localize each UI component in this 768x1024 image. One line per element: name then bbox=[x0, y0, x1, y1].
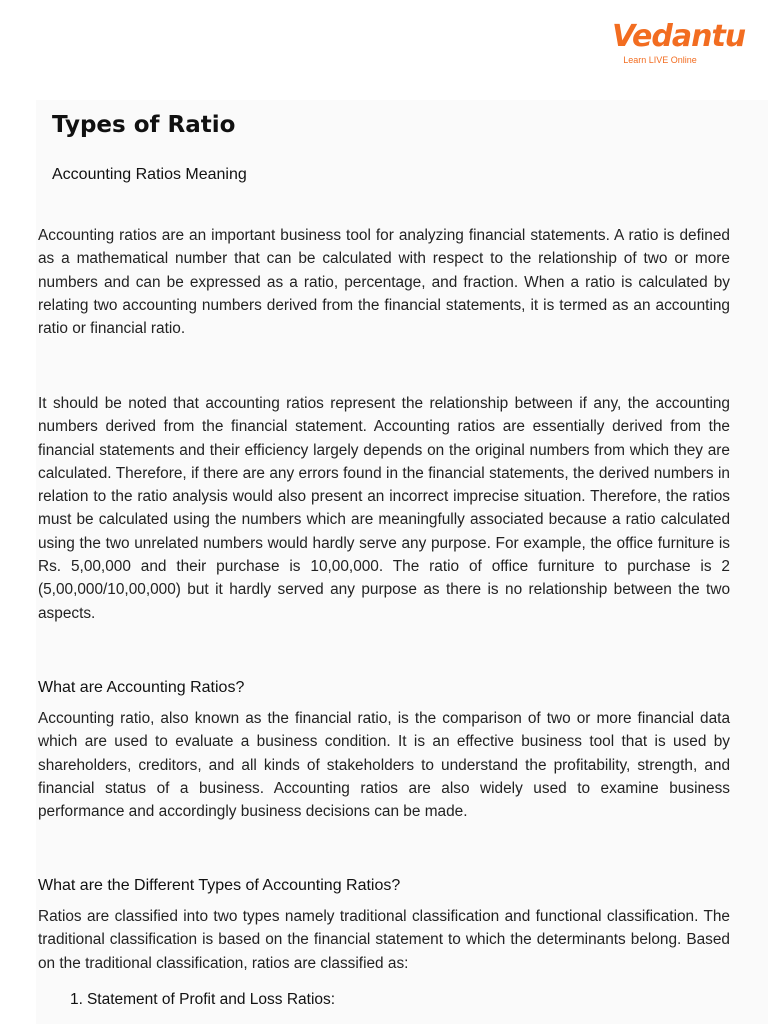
section-subtitle: Accounting Ratios Meaning bbox=[52, 166, 247, 183]
list-item bbox=[70, 991, 335, 1009]
vedantu-logo bbox=[612, 19, 746, 65]
heading-types-of-ratios: What are the Different Types of Accounting Ratios? bbox=[38, 877, 401, 894]
paragraph-intro: Accounting ratios are an important business tool for analyzing financial statements. A ratio is defined as a mathematical number that can be calculated with respect to the relationship of two or more numbers and can be expressed as a ratio, percentage, and fraction. When a ratio is calculated by relating two accounting numbers derived from the financial statements, it is termed as an accounting ratio or financial ratio. bbox=[38, 227, 730, 338]
paragraph-classification: Ratios are classified into two types namely traditional classification and functional classification. The traditional classification is based on the financial statement to which the determinants belong. Based on the traditional classification, ratios are classified as: bbox=[38, 908, 730, 972]
paragraph-note: It should be noted that accounting ratios represent the relationship between if any, the accounting numbers derived from the financial statement. Accounting ratios are essentially derived from the financial statements and their efficiency largely depends on the original numbers from which they are calculated. Therefore, if there are any errors found in the financial statements, the derived numbers in relation to the ratio analysis would also present an incorrect imprecise situation. Therefore, the ratios must be calculated using the numbers which are meaningfully associated because a ratio calculated using the two unrelated numbers would hardly serve any purpose. For example, the office furniture is Rs. 5,00,000 and their purchase is 10,00,000. The ratio of office furniture to purchase is 2 (5,00,000/10,00,000) but it hardly served any purpose as there is no relationship between the two aspects. bbox=[38, 395, 730, 622]
page-title: Types of Ratio bbox=[52, 112, 236, 138]
heading-what-are-ratios: What are Accounting Ratios? bbox=[38, 679, 245, 696]
paragraph-definition: Accounting ratio, also known as the financial ratio, is the comparison of two or more financial data which are used to evaluate a business condition. It is an effective business tool that is used by shareholders, creditors, and all kinds of stakeholders to understand the profitability, strength, and financial status of a business. Accounting ratios are also widely used to examine business performance and accordingly business decisions can be made. bbox=[38, 710, 730, 821]
logo-tagline: Learn LIVE Online bbox=[623, 55, 697, 65]
list-item-number: 1. bbox=[70, 991, 83, 1008]
logo-wordmark: Vedantu bbox=[612, 19, 746, 54]
list-item-text: Statement of Profit and Loss Ratios: bbox=[86, 991, 336, 1008]
